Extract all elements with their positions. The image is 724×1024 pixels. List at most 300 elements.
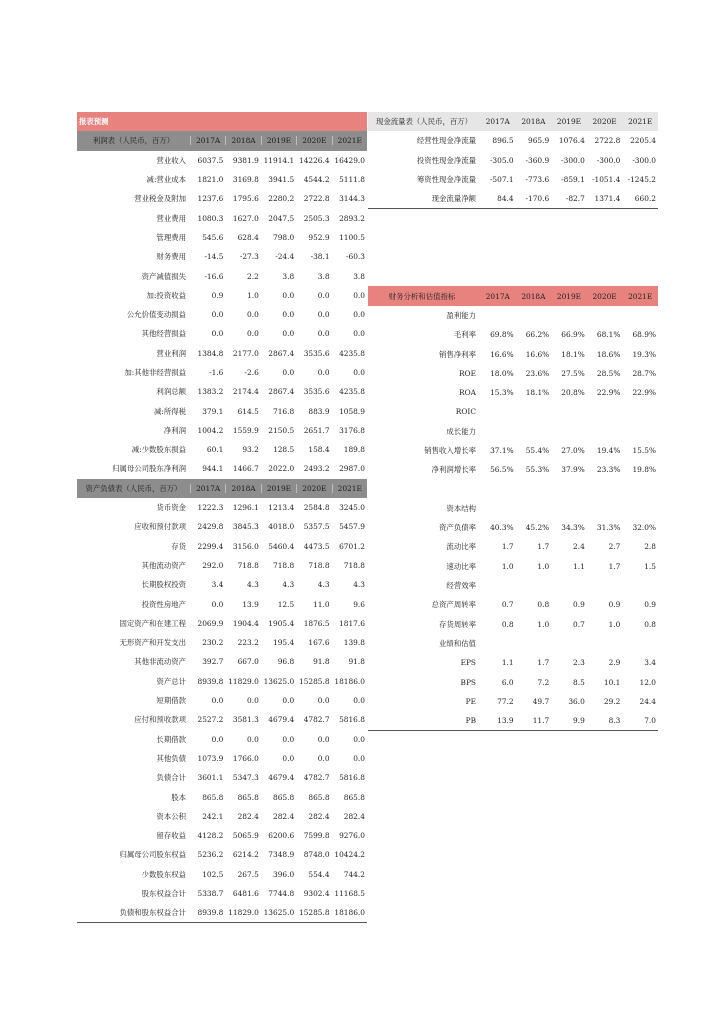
cell-value: 3169.8 <box>232 175 259 185</box>
row-label: 固定资产和在建工程 <box>119 618 186 628</box>
row-label: 股本 <box>171 792 186 802</box>
cell-value: 28.5% <box>596 368 621 378</box>
row-label: 减:少数股东损益 <box>131 445 186 455</box>
cell-value: 7599.8 <box>303 831 330 841</box>
row-label: 营业利润 <box>156 348 186 358</box>
cell-value: 49.7 <box>532 696 550 706</box>
cell-value: 5338.7 <box>197 889 224 899</box>
cell-value: 11.7 <box>532 716 550 726</box>
table-row <box>77 266 367 285</box>
cell-value: 0.0 <box>247 310 259 320</box>
cell-value: 27.0% <box>561 446 585 455</box>
cell-value: 18.6% <box>596 349 621 359</box>
year-header: 2019E <box>556 117 582 127</box>
row-label: 存货 <box>171 541 186 551</box>
cell-value: 2.3 <box>573 658 585 668</box>
cell-value: 1080.3 <box>197 213 224 223</box>
cell-value: 0.7 <box>501 600 514 610</box>
cell-value: 36.0 <box>568 696 585 706</box>
cell-value: 66.2% <box>525 330 550 340</box>
table-row <box>77 247 367 266</box>
cell-value: 9381.9 <box>232 155 259 165</box>
cell-value: 28.7% <box>632 368 656 378</box>
year-header: 2021E <box>332 484 367 493</box>
table-row <box>77 556 367 575</box>
cell-value: 18.0% <box>490 368 514 378</box>
row-label: 投资性现金净流量 <box>416 155 476 165</box>
cell-value: 0.0 <box>247 734 259 744</box>
left-tables <box>77 112 367 923</box>
cell-value: 392.7 <box>202 657 224 667</box>
table-row <box>368 460 658 479</box>
cell-value: 24.4 <box>639 696 656 706</box>
cell-value: 37.9% <box>561 465 585 475</box>
cell-value: 4.3 <box>353 580 365 590</box>
cell-value: -16.6 <box>204 271 224 281</box>
row-label: 净利润 <box>163 425 186 435</box>
cell-value: 8748.0 <box>303 850 330 860</box>
cell-value: 4235.8 <box>339 348 365 358</box>
cell-value: 5347.3 <box>232 773 259 783</box>
table-row <box>77 691 367 710</box>
row-label: 速动比率 <box>446 561 476 571</box>
cell-value: -859.1 <box>561 175 585 185</box>
cell-value: 5816.8 <box>339 715 365 725</box>
cell-value: 9302.4 <box>303 889 330 899</box>
year-header: 2020E <box>592 291 617 301</box>
row-label: PE <box>465 696 476 706</box>
cell-value: 6200.6 <box>268 831 295 841</box>
cell-value: 11.0 <box>313 599 330 609</box>
row-label: ROE <box>458 368 476 378</box>
cell-value: 2280.2 <box>268 194 295 204</box>
table-row <box>77 151 367 170</box>
cell-value: 4.3 <box>317 580 330 590</box>
cell-value: 2.2 <box>247 271 259 281</box>
table-row <box>77 672 367 691</box>
table-row <box>77 787 367 806</box>
ratios-title: 财务分析和估值指标 <box>388 291 456 301</box>
cell-value: -2.6 <box>244 368 259 377</box>
cell-value: 1627.0 <box>232 213 259 223</box>
cell-value: 0.0 <box>282 696 295 706</box>
table-row <box>368 325 658 344</box>
cell-value: 0.0 <box>317 368 330 377</box>
year-header: 2018A <box>225 136 260 145</box>
year-header: 2020E <box>592 117 617 127</box>
cell-value: -60.3 <box>346 252 365 262</box>
cell-value: 5460.4 <box>268 541 295 551</box>
cell-value: 545.6 <box>202 232 224 242</box>
year-header: 2018A <box>225 484 260 493</box>
table-row <box>368 672 658 691</box>
row-label: 管理费用 <box>156 232 186 242</box>
row-label: 资本结构 <box>446 503 476 513</box>
row-label: 成长能力 <box>446 426 476 436</box>
table-row <box>368 170 658 189</box>
table-row <box>368 151 658 170</box>
cell-value: 6.0 <box>501 677 514 687</box>
cell-value: 2.4 <box>573 542 585 552</box>
cell-value: 16429.0 <box>334 155 365 165</box>
cell-value: 66.9% <box>561 330 585 340</box>
cell-value: 9276.0 <box>339 831 365 841</box>
cell-value: 6481.6 <box>232 889 259 899</box>
row-label: 盈利能力 <box>446 310 476 320</box>
cell-value: 0.0 <box>282 734 295 744</box>
table-row <box>368 306 658 325</box>
cell-value: 2722.8 <box>303 194 330 204</box>
cell-value: 1.1 <box>501 658 514 668</box>
cell-value: 865.8 <box>273 792 295 802</box>
cell-value: 0.0 <box>353 310 365 320</box>
cell-value: -360.9 <box>525 155 550 165</box>
cell-value: 3.8 <box>317 271 330 281</box>
cell-value: 1876.5 <box>303 618 330 628</box>
cell-value: 60.1 <box>206 445 224 455</box>
cell-value: 0.0 <box>211 696 224 706</box>
year-header: 2017A <box>485 291 510 301</box>
cell-value: -170.6 <box>525 194 550 204</box>
report-title-bar <box>77 112 367 131</box>
cashflow-table-body <box>368 131 658 209</box>
cell-value: 716.8 <box>273 406 295 416</box>
year-header: 2019E <box>556 291 582 301</box>
cell-value: 0.8 <box>537 600 550 610</box>
cell-value: 23.3% <box>596 465 621 475</box>
cell-value: 0.8 <box>644 619 656 629</box>
row-label: 减:所得税 <box>153 406 186 416</box>
cell-value: 1222.3 <box>197 503 224 513</box>
table-row <box>77 421 367 440</box>
cell-value: 1384.8 <box>197 348 224 358</box>
ratios-header <box>368 286 658 305</box>
cell-value: -300.0 <box>561 155 585 165</box>
table-row <box>77 537 367 556</box>
row-label: 流动比率 <box>446 542 476 552</box>
cell-value: 10.1 <box>603 677 621 687</box>
table-row <box>368 479 658 498</box>
cell-value: 292.0 <box>202 560 224 570</box>
cell-value: 0.0 <box>211 329 224 339</box>
row-label: 货币资金 <box>156 503 186 513</box>
cell-value: 1905.4 <box>268 618 295 628</box>
row-label: 总资产周转率 <box>431 600 476 610</box>
cell-value: 1817.6 <box>339 618 365 628</box>
row-label: 销售净利率 <box>439 349 476 359</box>
cell-value: 68.9% <box>632 330 656 340</box>
year-header: 2020E <box>296 136 331 145</box>
cell-value: 282.4 <box>343 811 365 821</box>
table-row <box>77 614 367 633</box>
year-header: 2020E <box>296 484 331 493</box>
cell-value: 4473.5 <box>303 541 330 551</box>
row-label: 应收和预付款项 <box>134 522 186 532</box>
cell-value: 865.8 <box>237 792 259 802</box>
cell-value: 1.7 <box>537 658 550 668</box>
row-label: 长期股权投资 <box>141 580 186 590</box>
cell-value: 0.0 <box>282 753 295 763</box>
row-label: ROIC <box>455 407 476 417</box>
cell-value: 0.0 <box>353 290 365 300</box>
table-row <box>77 363 367 382</box>
cell-value: 614.5 <box>237 406 259 416</box>
cell-value: 282.4 <box>237 811 259 821</box>
cell-value: 1.0 <box>537 561 550 571</box>
table-row <box>368 595 658 614</box>
cell-value: 55.3% <box>525 465 550 475</box>
cell-value: 11829.0 <box>228 676 259 686</box>
cell-value: 3845.3 <box>232 522 259 532</box>
cell-value: 944.1 <box>202 464 224 474</box>
table-row <box>77 807 367 826</box>
cell-value: 128.5 <box>273 445 295 455</box>
row-label: 公允价值变动损益 <box>126 310 186 320</box>
cashflow-header <box>368 112 658 131</box>
table-row <box>77 845 367 864</box>
cell-value: 865.8 <box>202 792 224 802</box>
balance-table-body <box>77 498 367 924</box>
table-row <box>77 170 367 189</box>
cell-value: 1.0 <box>608 619 621 629</box>
cell-value: 3144.3 <box>339 194 365 204</box>
cell-value: 1795.6 <box>232 194 259 204</box>
table-row <box>368 499 658 518</box>
cell-value: 11168.5 <box>334 889 365 899</box>
cell-value: 91.8 <box>348 657 365 667</box>
cell-value: 0.0 <box>317 329 330 339</box>
row-label: EPS <box>460 658 476 668</box>
row-label: 资产总计 <box>156 676 186 686</box>
cell-value: 15.3% <box>490 388 514 398</box>
cell-value: 2722.8 <box>594 136 621 146</box>
table-row <box>77 228 367 247</box>
cell-value: 4782.7 <box>303 773 330 783</box>
cell-value: 2493.2 <box>303 464 330 474</box>
cell-value: 3535.6 <box>303 387 330 397</box>
cell-value: 1.0 <box>247 290 259 300</box>
year-header: 2019E <box>261 136 296 145</box>
table-row <box>368 364 658 383</box>
cell-value: 8939.8 <box>197 908 224 918</box>
cell-value: 2.7 <box>608 542 621 552</box>
cell-value: 2867.4 <box>268 387 295 397</box>
cell-value: 5065.9 <box>232 831 259 841</box>
year-header: 2017A <box>190 484 225 493</box>
row-label: 存货周转率 <box>439 619 476 629</box>
cell-value: 718.8 <box>308 560 330 570</box>
cell-value: 1100.5 <box>339 232 365 242</box>
cell-value: 0.0 <box>317 753 330 763</box>
cell-value: 13625.0 <box>263 676 295 686</box>
cell-value: 883.9 <box>308 406 330 416</box>
cell-value: 0.7 <box>573 619 585 629</box>
row-label: 筹资性现金净流量 <box>416 175 476 185</box>
cell-value: 34.3% <box>561 523 585 533</box>
table-row <box>77 884 367 903</box>
cell-value: 1371.4 <box>594 194 621 204</box>
cell-value: 12.0 <box>639 677 656 687</box>
table-row <box>77 324 367 343</box>
row-label: 净利润增长率 <box>431 465 476 475</box>
cell-value: 282.4 <box>273 811 295 821</box>
year-header: 2018A <box>521 291 546 301</box>
row-label: 营业税金及附加 <box>134 194 186 204</box>
table-row <box>77 749 367 768</box>
cell-value: 2022.0 <box>268 464 295 474</box>
cell-value: 1.0 <box>501 561 514 571</box>
cell-value: -1.6 <box>209 368 224 377</box>
cell-value: 8939.8 <box>197 676 224 686</box>
cell-value: 15.5% <box>632 446 656 455</box>
table-row <box>77 305 367 324</box>
table-row <box>77 286 367 305</box>
cell-value: 9.6 <box>353 599 365 609</box>
cell-value: 718.8 <box>273 560 295 570</box>
table-row <box>368 557 658 576</box>
row-label: 其他非流动资产 <box>134 657 186 667</box>
cell-value: 77.2 <box>497 696 514 706</box>
cell-value: 40.3% <box>490 523 514 533</box>
row-label: 投资性房地产 <box>141 599 186 609</box>
spacer <box>368 209 658 286</box>
cell-value: 3535.6 <box>303 348 330 358</box>
cell-value: 11829.0 <box>228 908 259 918</box>
cell-value: 31.3% <box>596 523 621 533</box>
row-label: 财务费用 <box>156 252 186 262</box>
cell-value: -1245.2 <box>627 175 656 185</box>
cell-value: 6037.5 <box>197 155 224 165</box>
cell-value: 3601.1 <box>197 773 224 783</box>
cell-value: 952.9 <box>308 232 330 242</box>
cell-value: 1237.6 <box>197 194 224 204</box>
table-row <box>77 710 367 729</box>
table-row <box>368 422 658 441</box>
table-row <box>77 575 367 594</box>
cell-value: 0.0 <box>282 329 295 339</box>
cell-value: 0.0 <box>282 310 295 320</box>
row-label: 应付和预收款项 <box>134 715 186 725</box>
cell-value: 13.9 <box>497 716 514 726</box>
year-header: 2017A <box>190 136 225 145</box>
cell-value: 718.8 <box>343 560 365 570</box>
row-label: 少数股东权益 <box>141 869 186 879</box>
table-row <box>368 653 658 672</box>
cell-value: 2069.9 <box>197 618 224 628</box>
cell-value: 158.4 <box>308 445 330 455</box>
cell-value: 0.0 <box>211 599 224 609</box>
cell-value: 15285.8 <box>299 908 330 918</box>
cell-value: 7744.8 <box>268 889 295 899</box>
row-label: 资产减值损失 <box>141 271 186 281</box>
cell-value: 5816.8 <box>339 773 365 783</box>
table-row <box>368 711 658 730</box>
cell-value: 4782.7 <box>303 715 330 725</box>
table-row <box>77 730 367 749</box>
table-row <box>77 865 367 884</box>
balance-header <box>77 479 367 498</box>
cell-value: 865.8 <box>308 792 330 802</box>
row-label: 现金流量净额 <box>431 194 476 204</box>
cell-value: 56.5% <box>490 465 514 475</box>
cell-value: 5111.8 <box>339 175 365 185</box>
cell-value: 84.4 <box>497 194 514 204</box>
income-title: 利润表（人民币，百万） <box>92 136 175 146</box>
row-label: 资本公积 <box>156 811 186 821</box>
cell-value: 5357.5 <box>303 522 330 532</box>
cell-value: 0.0 <box>353 753 365 763</box>
cell-value: 2527.2 <box>197 715 224 725</box>
cell-value: 282.4 <box>308 811 330 821</box>
cell-value: 0.0 <box>317 290 330 300</box>
cell-value: 18186.0 <box>334 676 365 686</box>
cell-value: 5457.9 <box>339 522 365 532</box>
cell-value: 19.4% <box>596 446 621 455</box>
cell-value: 1296.1 <box>232 503 259 513</box>
cell-value: 379.1 <box>202 406 224 416</box>
cell-value: -1051.4 <box>592 175 621 185</box>
cell-value: -38.1 <box>310 252 330 262</box>
cell-value: 8.5 <box>573 677 585 687</box>
cell-value: 4679.4 <box>268 715 295 725</box>
row-label: 其他负债 <box>156 753 186 763</box>
cell-value: 0.0 <box>247 696 259 706</box>
table-row <box>368 537 658 556</box>
cell-value: 189.8 <box>343 445 365 455</box>
year-header: 2021E <box>628 117 653 127</box>
table-row <box>77 594 367 613</box>
cell-value: -300.0 <box>632 155 656 165</box>
table-row <box>368 441 658 460</box>
row-label: 销售收入增长率 <box>424 446 476 455</box>
table-row <box>77 401 367 420</box>
cell-value: 69.8% <box>490 330 514 340</box>
cell-value: 3581.3 <box>232 715 259 725</box>
cell-value: 1821.0 <box>197 175 224 185</box>
cell-value: 965.9 <box>528 136 550 146</box>
cell-value: 1004.2 <box>197 425 224 435</box>
cell-value: 13.9 <box>242 599 259 609</box>
cell-value: 20.8% <box>561 388 585 398</box>
cell-value: 2.9 <box>608 658 621 668</box>
balance-title: 资产负债表（人民币，百万） <box>85 483 182 493</box>
cell-value: -305.0 <box>489 155 514 165</box>
ratios-table-body <box>368 306 658 732</box>
cell-value: 4679.4 <box>268 773 295 783</box>
cell-value: 230.2 <box>202 638 224 648</box>
cell-value: 0.8 <box>501 619 514 629</box>
cell-value: 16.6% <box>490 349 514 359</box>
table-row <box>77 498 367 517</box>
cell-value: 9.9 <box>573 716 585 726</box>
table-row <box>368 402 658 421</box>
table-row <box>77 189 367 208</box>
cell-value: 96.8 <box>277 657 295 667</box>
cell-value: 4235.8 <box>339 387 365 397</box>
cell-value: 7.2 <box>537 677 550 687</box>
year-header: 2017A <box>485 117 510 127</box>
row-label: 短期借款 <box>156 696 186 706</box>
cell-value: 2174.4 <box>232 387 259 397</box>
cell-value: 3156.0 <box>232 541 259 551</box>
cell-value: 1.7 <box>608 561 621 571</box>
cell-value: 10424.2 <box>334 850 365 860</box>
cell-value: 7.0 <box>644 716 656 726</box>
row-label: 加:其他非经营损益 <box>124 368 186 377</box>
cell-value: 4.3 <box>282 580 295 590</box>
row-label: 其他流动资产 <box>141 560 186 570</box>
cell-value: 13625.0 <box>263 908 295 918</box>
